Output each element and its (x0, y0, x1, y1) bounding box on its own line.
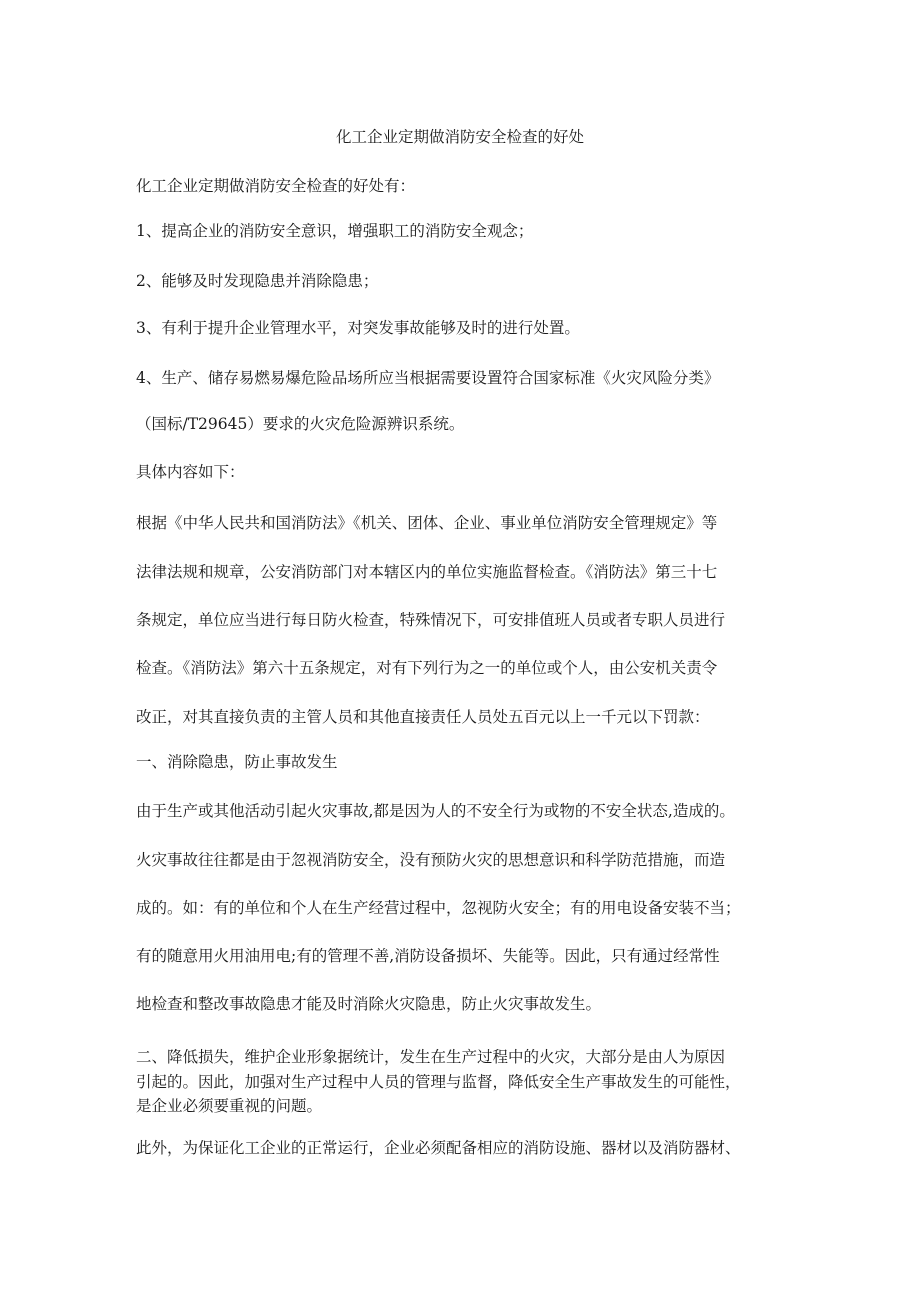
section-2-paragraph-line: 二、降低损失，维护企业形象据统计，发生在生产过程中的火灾，大部分是由人为原因 (136, 1048, 726, 1066)
final-paragraph-line: 此外，为保证化工企业的正常运行，企业必须配备相应的消防设施、器材以及消防器材、 (136, 1139, 741, 1157)
law-paragraph-line: 条规定，单位应当进行每日防火检查，特殊情况下，可安排值班人员或者专职人员进行 (136, 611, 726, 629)
section-1-paragraph-line: 有的随意用火用油用电;有的管理不善,消防设备损坏、失能等。因此，只有通过经常性 (136, 947, 720, 965)
section-2-paragraph-line: 是企业必须要重视的问题。 (136, 1097, 323, 1115)
details-heading: 具体内容如下： (136, 463, 245, 481)
intro-text: 化工企业定期做消防安全检查的好处有： (136, 177, 416, 195)
section-1-paragraph-line: 火灾事故往往都是由于忽视消防安全，没有预防火灾的思想意识和科学防范措施，而造 (136, 851, 726, 869)
point-4-continued: （国标/T29645）要求的火灾危险源辨识系统。 (136, 415, 465, 433)
point-1: 1、提高企业的消防安全意识，增强职工的消防安全观念； (136, 222, 534, 240)
law-paragraph-line: 根据《中华人民共和国消防法》《机关、团体、企业、事业单位消防安全管理规定》等 (136, 514, 718, 532)
law-paragraph-line: 法律法规和规章，公安消防部门对本辖区内的单位实施监督检查。《消防法》第三十七 (136, 563, 718, 581)
point-3: 3、有利于提升企业管理水平，对突发事故能够及时的进行处置。 (136, 319, 580, 337)
section-1-paragraph-line: 由于生产或其他活动引起火灾事故,都是因为人的不安全行为或物的不安全状态,造成的。 (136, 802, 735, 820)
section-1-paragraph-line: 成的。如：有的单位和个人在生产经营过程中，忽视防火安全；有的用电设备安装不当； (136, 899, 741, 917)
document-title: 化工企业定期做消防安全检查的好处 (335, 128, 584, 146)
section-1-paragraph-line: 地检查和整改事故隐患才能及时消除火灾隐患，防止火灾事故发生。 (136, 995, 602, 1013)
section-2-paragraph-line: 引起的。因此，加强对生产过程中人员的管理与监督，降低安全生产事故发生的可能性， (136, 1073, 741, 1091)
point-4: 4、生产、储存易燃易爆危险品场所应当根据需要设置符合国家标准《火灾风险分类》 (136, 369, 720, 387)
point-2: 2、能够及时发现隐患并消除隐患； (136, 272, 379, 290)
section-1-heading: 一、消除隐患，防止事故发生 (136, 753, 338, 771)
law-paragraph-line: 改正，对其直接负责的主管人员和其他直接责任人员处五百元以上一千元以下罚款： (136, 708, 710, 726)
law-paragraph-line: 检查。《消防法》第六十五条规定，对有下列行为之一的单位或个人，由公安机关责令 (136, 659, 718, 677)
